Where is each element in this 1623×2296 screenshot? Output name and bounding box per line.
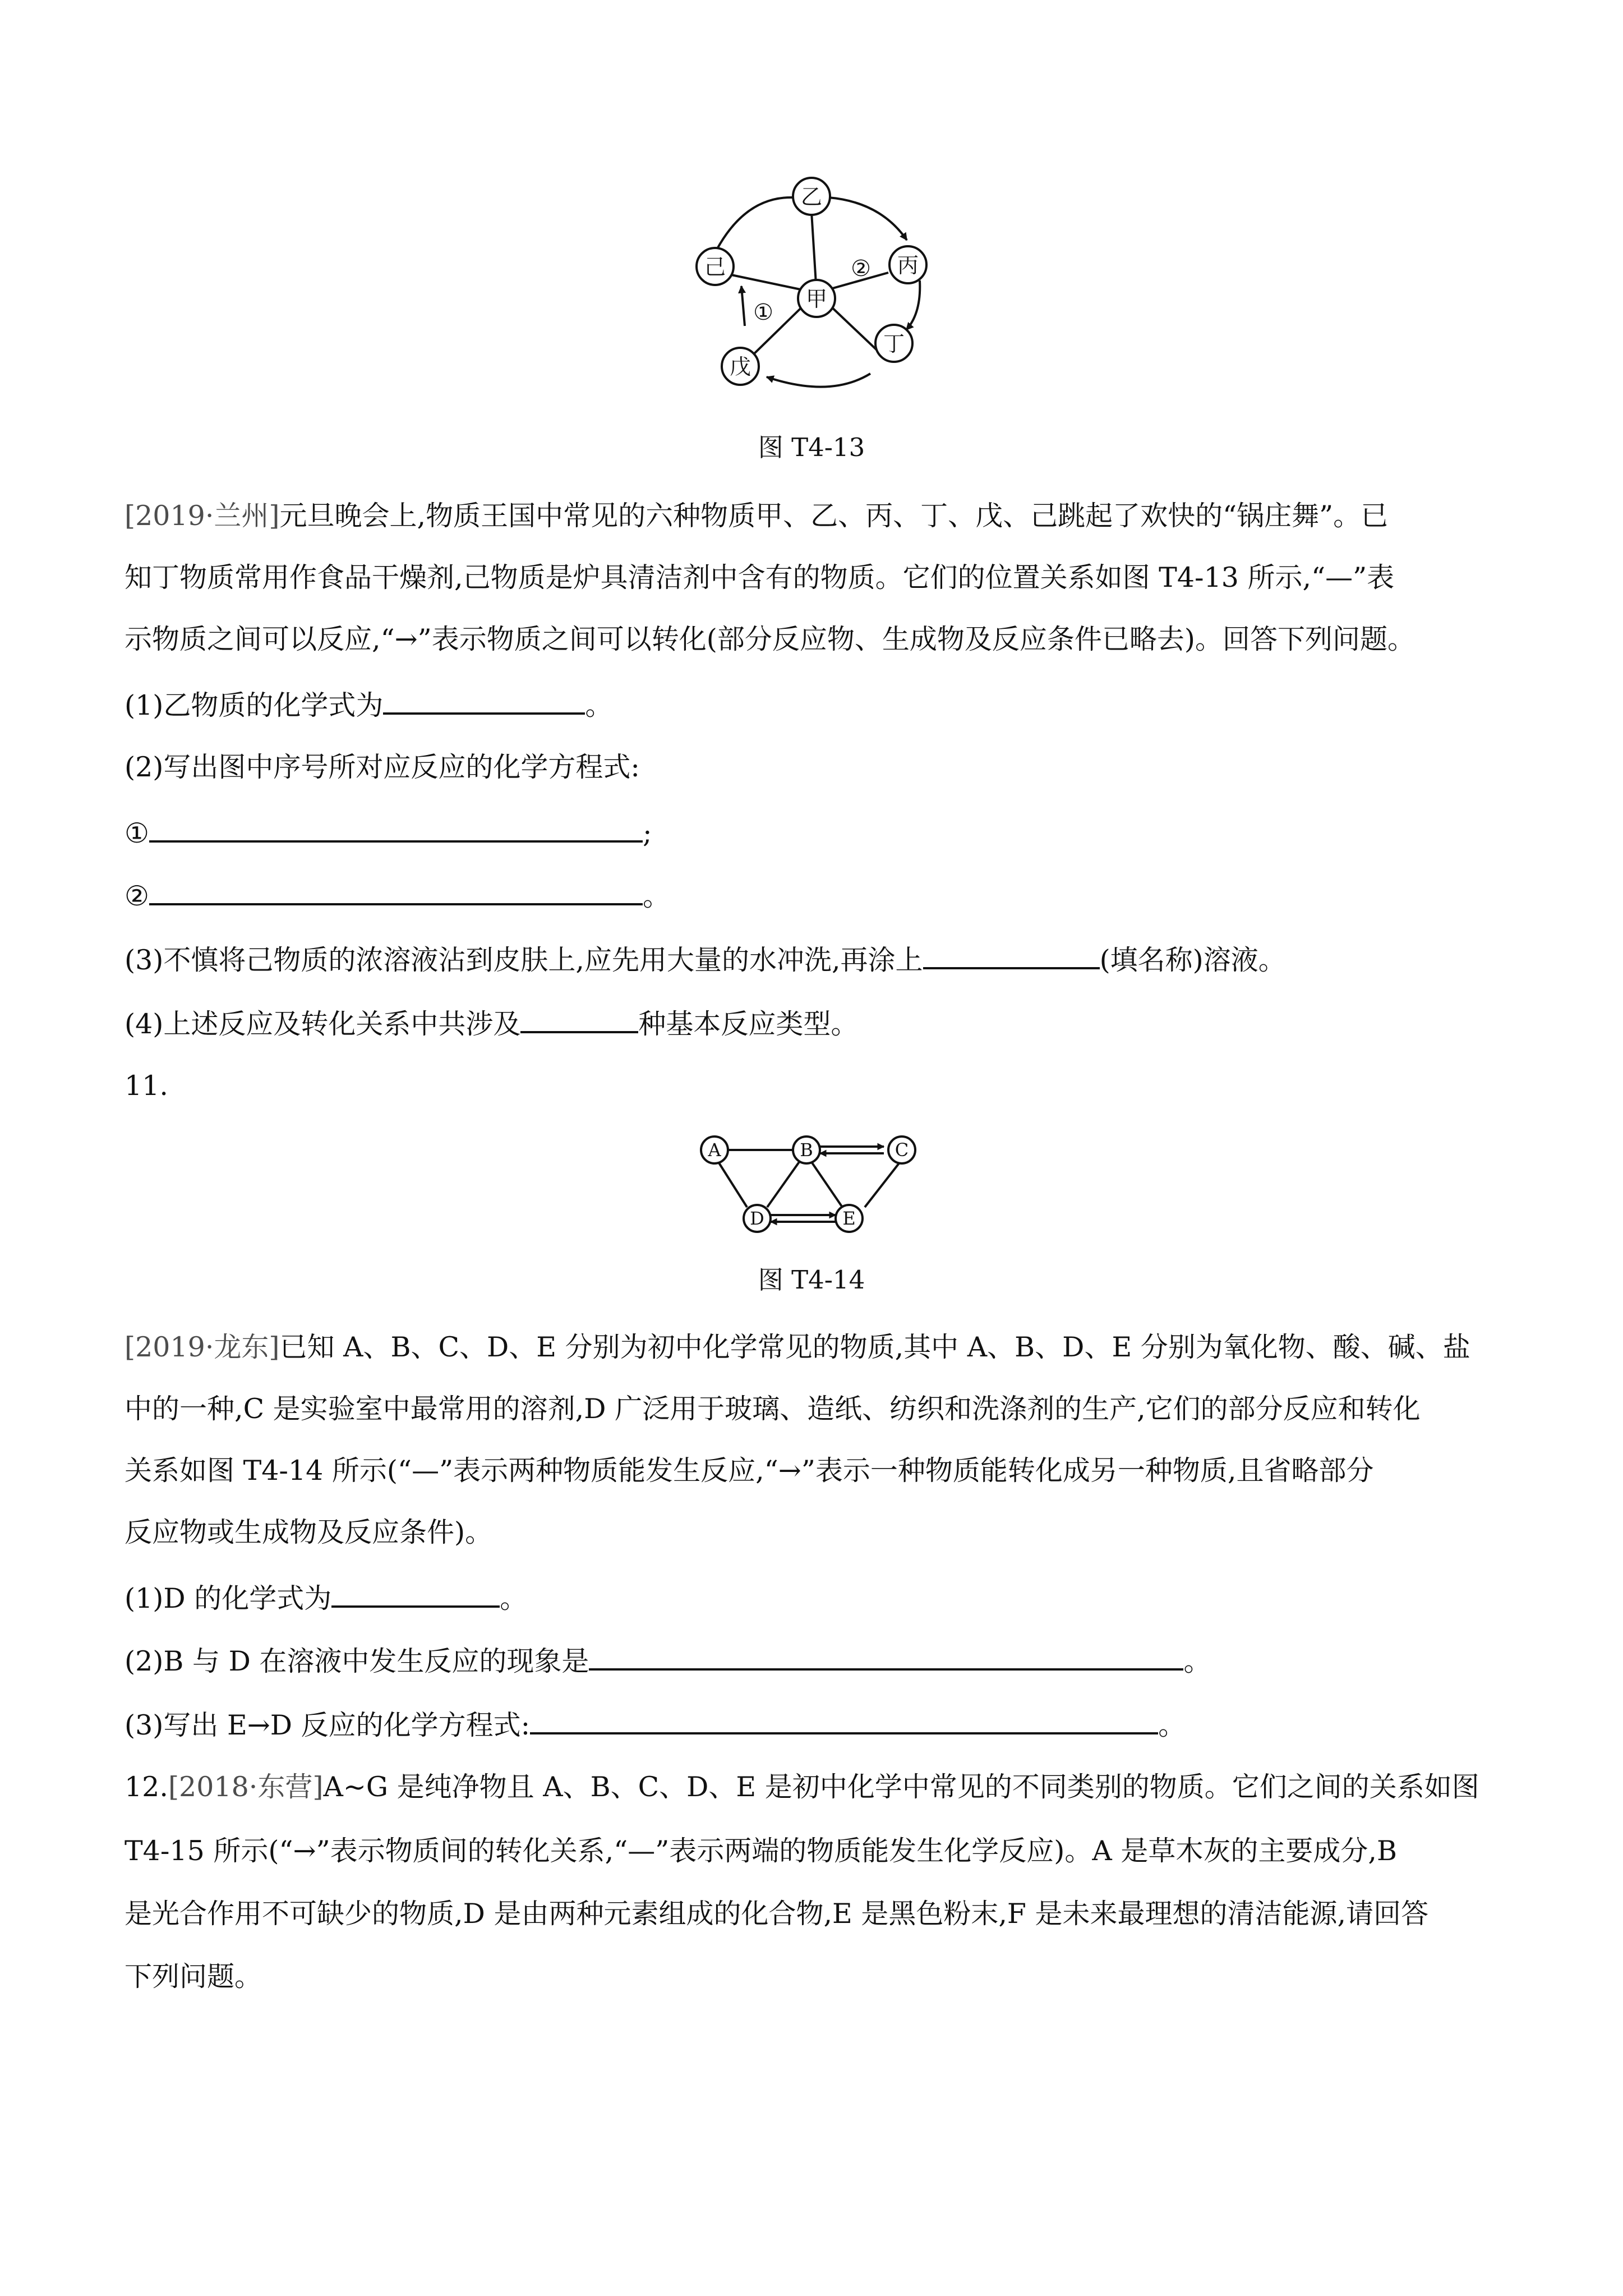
q11-part-1: (1)D 的化学式为 。	[125, 1579, 1494, 1617]
line-a-d	[718, 1161, 747, 1207]
label-wu: 戊	[729, 355, 751, 379]
figure-caption: 图 T4-13	[758, 432, 865, 462]
q11-number: 11.	[125, 1070, 168, 1102]
q10-part-3: (3)不慎将己物质的浓溶液沾到皮肤上,应先用大量的水冲洗,再涂上 (填名称)溶液。	[125, 940, 1494, 978]
q11-stem-line-2: 中的一种,C 是实验室中最常用的溶剂,D 广泛用于玻璃、造纸、纺织和洗涤剂的生产,它们的部分反应和转化	[125, 1393, 1421, 1425]
label-bing: 丙	[897, 253, 919, 278]
arc-bing-ding	[906, 280, 920, 330]
question-source: [2019·兰州]	[125, 500, 280, 532]
arc-ding-wu	[767, 374, 870, 387]
q10-part-1: (1)乙物质的化学式为 。	[125, 685, 1494, 724]
label-b: B	[800, 1139, 813, 1161]
q11-part-3: (3)写出 E→D 反应的化学方程式: 。	[125, 1705, 1494, 1743]
answer-blank[interactable]	[149, 813, 643, 843]
q11-stem-line-3: 关系如图 T4-14 所示(“—”表示两种物质能发生反应,“→”表示一种物质能转化成另一种物质,且省略部分	[125, 1455, 1374, 1487]
label-yi: 乙	[800, 185, 823, 209]
answer-blank[interactable]	[520, 1004, 638, 1033]
answer-blank[interactable]	[923, 940, 1100, 969]
figure-t4-14	[695, 1128, 942, 1240]
q10-equation-2: ② 。	[125, 876, 1494, 914]
q10-stem-line-2: 知丁物质常用作食品干燥剂,己物质是炉具清洁剂中含有的物质。它们的位置关系如图 T4-13 所示,“—”表	[125, 562, 1395, 593]
question-source: [2018·东营]	[168, 1771, 324, 1803]
label-ji: 己	[704, 255, 726, 279]
q10-stem-line-3: 示物质之间可以反应,“→”表示物质之间可以转化(部分反应物、生成物及反应条件已略去)。回答下列问题。	[125, 623, 1415, 655]
q10-part-4: (4)上述反应及转化关系中共涉及 种基本反应类型。	[125, 1004, 1494, 1042]
label-a: A	[708, 1139, 721, 1161]
line-b-d	[767, 1161, 800, 1207]
answer-blank[interactable]	[383, 685, 585, 715]
q12-stem-line-1: 12.[2018·东营]A~G 是纯净物且 A、B、C、D、E 是初中化学中常见的不同类别的物质。它们之间的关系如图	[125, 1771, 1479, 1803]
label-e: E	[842, 1208, 856, 1229]
q10-equation-1: ① ;	[125, 813, 1494, 852]
label-jia: 甲	[805, 287, 828, 311]
figure-caption: 图 T4-14	[758, 1265, 865, 1295]
answer-blank[interactable]	[331, 1579, 500, 1608]
q11-stem-line-4: 反应物或生成物及反应条件)。	[125, 1516, 493, 1548]
arrow-wu-to-ji	[741, 286, 745, 326]
arc-ji-yi	[717, 197, 793, 250]
answer-blank[interactable]	[530, 1705, 1158, 1734]
q12-stem-line-2: T4-15 所示(“→”表示物质间的转化关系,“—”表示两端的物质能发生化学反应)。A 是草木灰的主要成分,B	[125, 1835, 1397, 1867]
q10-stem-line-1: [2019·兰州]元旦晚会上,物质王国中常见的六种物质甲、乙、丙、丁、戊、己跳起了欢快的“锅庄舞”。已	[125, 500, 1389, 532]
line-b-e	[811, 1161, 842, 1207]
mark-2: ②	[851, 256, 871, 282]
answer-blank[interactable]	[149, 876, 643, 905]
answer-blank[interactable]	[589, 1641, 1183, 1671]
label-ding: 丁	[883, 332, 905, 356]
line-c-e	[865, 1161, 901, 1207]
arc-yi-bing	[828, 197, 907, 240]
label-c: C	[895, 1139, 909, 1161]
q11-stem-line-1: [2019·龙东]已知 A、B、C、D、E 分别为初中化学常见的物质,其中 A、B、D、E 分别为氧化物、酸、碱、盐	[125, 1331, 1470, 1363]
figure-t4-13	[662, 163, 953, 409]
label-d: D	[750, 1208, 764, 1229]
q12-stem-line-4: 下列问题。	[125, 1961, 262, 1993]
q10-part-2: (2)写出图中序号所对应反应的化学方程式:	[125, 751, 640, 783]
mark-1: ①	[753, 300, 773, 325]
q11-part-2: (2)B 与 D 在溶液中发生反应的现象是 。	[125, 1641, 1494, 1680]
q12-stem-line-3: 是光合作用不可缺少的物质,D 是由两种元素组成的化合物,E 是黑色粉末,F 是未来最理想的清洁能源,请回答	[125, 1898, 1429, 1930]
question-source: [2019·龙东]	[125, 1331, 280, 1363]
